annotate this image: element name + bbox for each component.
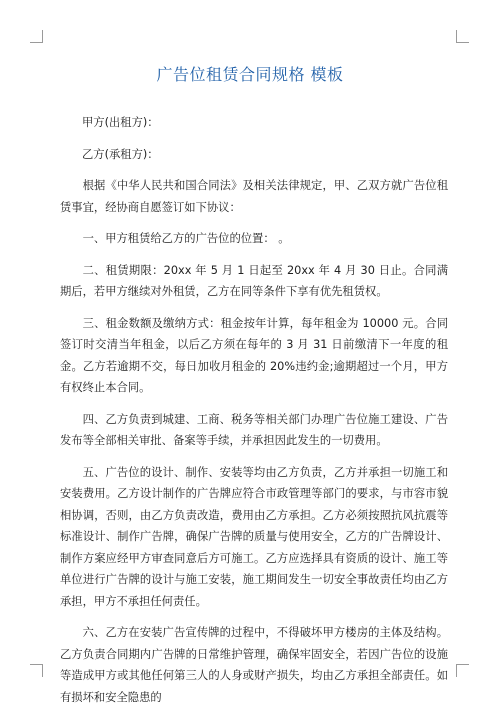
crop-mark-bottom-right <box>456 664 469 677</box>
clause-5: 五、广告位的设计、制作、安装等均由乙方负责，乙方并承担一切施工和安装费用。乙方设计制作的广告牌应符合市政管理等部门的要求，与市容市貌相协调，否则，由乙方负责改造，费用由乙方承担。乙方必须按照抗风抗震等标准设计、制作广告牌，确保广告牌的质量与使用安全，乙方的广告牌设计、制作方案应经甲方审查同意后方可施工。乙方应选择具有资质的设计、施工等单位进行广告牌的设计与施工安装，施工期间发生一切安全事故责任均由乙方承担，甲方不承担任何责任。 <box>60 465 448 608</box>
crop-mark-top-right <box>456 30 469 43</box>
clause-4: 四、乙方负责到城建、工商、税务等相关部门办理广告位施工建设、广告发布等全部相关审批、备案等手续，并承担因此发生的一切费用。 <box>60 412 448 447</box>
preamble-paragraph: 根据《中华人民共和国合同法》及相关法律规定，甲、乙双方就广告位租赁事宜，经协商自愿签订如下协议： <box>60 179 448 214</box>
clause-1: 一、甲方租赁给乙方的广告位的位置： 。 <box>82 232 290 245</box>
clause-2: 二、租赁期限：20xx 年 5 月 1 日起至 20xx 年 4 月 30 日止。合同满期后，若甲方继续对外租赁，乙方在同等条件下享有优先租赁权。 <box>60 263 448 298</box>
crop-mark-bottom-left <box>30 664 43 677</box>
party-b-line: 乙方(承租方)： <box>82 147 159 161</box>
crop-mark-top-left <box>30 30 43 43</box>
party-a-line: 甲方(出租方)： <box>82 116 159 129</box>
document-body <box>60 112 448 718</box>
clause-3: 三、租金数额及缴纳方式：租金按年计算，每年租金为 10000 元。合同签订时交清当年租金，以后乙方须在每年的 3 月 31 日前缴清下一年度的租金。乙方若逾期不交，每日加收月租金的 20%违约金;逾期超过一个月，甲方有权终止本合同。 <box>60 316 448 394</box>
document-title: 广告位租赁合同规格 模板 <box>156 65 344 84</box>
clause-6: 六、乙方在安装广告宣传牌的过程中，不得破坏甲方楼房的主体及结构。乙方负责合同期内广告牌的日常维护管理，确保牢固安全，若因广告位的设施等造成甲方或其他任何第三人的人身或财产损失，均由乙方承担全部责任。如有损坏和安全隐患的 <box>60 626 448 704</box>
